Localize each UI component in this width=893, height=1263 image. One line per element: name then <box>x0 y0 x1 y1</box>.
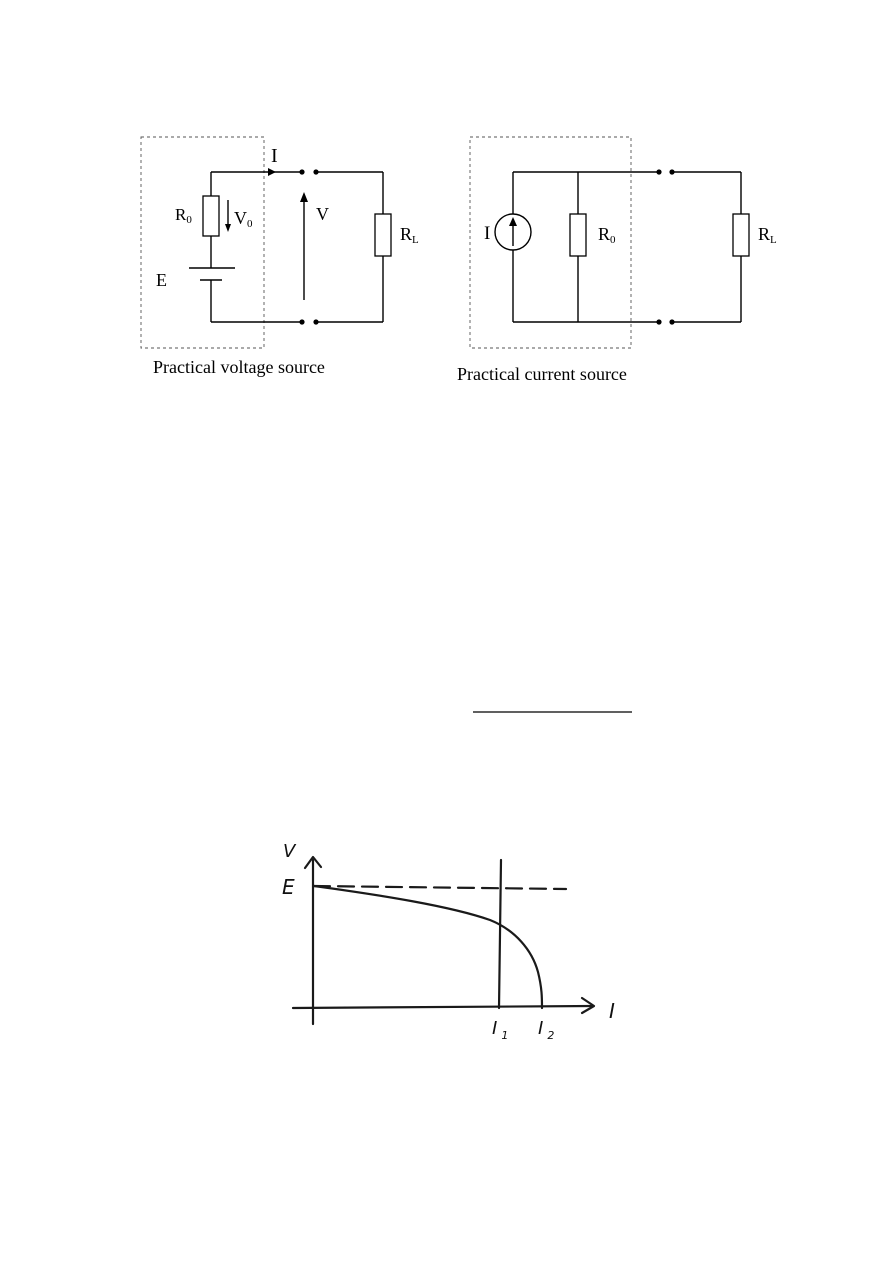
terminal-bottom-left <box>299 319 304 324</box>
voltage-source-diagram <box>141 137 419 377</box>
i2-label: I $_2$ <box>538 1018 555 1042</box>
terminal-top-right <box>313 169 318 174</box>
v-label: V <box>316 204 329 224</box>
terminal-top-left <box>299 169 304 174</box>
v0-label: V0 <box>234 208 253 230</box>
voltage-source-caption: Practical voltage source <box>153 357 325 377</box>
terminal-bottom-right <box>669 319 674 324</box>
r0-resistor <box>570 214 586 256</box>
x-axis <box>293 1006 592 1008</box>
vi-curve <box>314 886 542 1008</box>
source-current-label: I <box>484 223 491 244</box>
e-label: E <box>156 270 167 290</box>
source-boundary-box <box>141 137 264 348</box>
vi-characteristic-sketch <box>282 841 615 1042</box>
i1-label: I $_1$ <box>492 1018 509 1042</box>
i1-vertical-line <box>499 860 501 1008</box>
x-axis-label: I <box>609 999 615 1023</box>
current-label: I <box>271 145 278 167</box>
rl-label: RL <box>758 224 777 246</box>
terminal-bottom-right <box>313 319 318 324</box>
terminal-top-right <box>669 169 674 174</box>
e-dashed-line <box>314 886 566 889</box>
v0-arrow-icon <box>225 224 231 232</box>
terminal-top-left <box>656 169 661 174</box>
y-axis-label: V <box>283 841 296 862</box>
terminal-bottom-left <box>656 319 661 324</box>
r0-label: R0 <box>598 224 616 246</box>
r0-label: R0 <box>175 205 192 226</box>
rl-resistor <box>733 214 749 256</box>
e-axis-label: E <box>282 875 295 899</box>
rl-resistor <box>375 214 391 256</box>
current-source-caption: Practical current source <box>457 364 627 384</box>
r0-resistor <box>203 196 219 236</box>
rl-label: RL <box>400 224 419 246</box>
current-source-diagram <box>457 137 777 384</box>
v-arrow-icon <box>300 192 308 202</box>
current-arrow-icon <box>268 168 276 176</box>
